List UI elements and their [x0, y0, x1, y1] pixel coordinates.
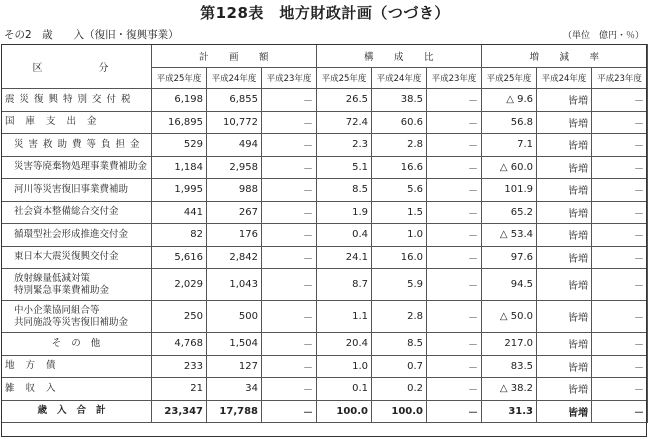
plan-cell: －	[262, 246, 317, 269]
change-rate-cell: －	[592, 301, 648, 333]
change-rate-cell: －	[592, 246, 648, 269]
row-label	[2, 355, 152, 378]
plan-cell: 82	[152, 224, 207, 247]
plan-cell: 494	[207, 134, 262, 157]
composition-cell: 0.1	[317, 378, 372, 401]
composition-cell: 8.5	[372, 333, 427, 356]
change-rate-cell: 皆増	[537, 134, 592, 157]
row-label-line: 共同施設等災害復旧補助金	[14, 316, 129, 328]
composition-cell: 0.4	[317, 224, 372, 247]
row-label-line: 国庫支出金	[5, 116, 108, 128]
change-rate-cell: 97.6	[482, 246, 537, 269]
composition-cell: 2.8	[372, 301, 427, 333]
change-rate-cell: 101.9	[482, 179, 537, 202]
row-label	[2, 400, 152, 423]
change-rate-cell: 皆増	[537, 179, 592, 202]
plan-cell: 441	[152, 201, 207, 224]
plan-cell: －	[262, 333, 317, 356]
plan-cell: 2,029	[152, 269, 207, 301]
composition-cell: －	[427, 201, 482, 224]
plan-cell: －	[262, 156, 317, 179]
change-rate-cell: 217.0	[482, 333, 537, 356]
year-header: 平成24年度	[207, 68, 262, 89]
plan-cell: 1,995	[152, 179, 207, 202]
year-header: 平成23年度	[592, 68, 648, 89]
table-row	[2, 333, 648, 356]
plan-cell: 233	[152, 355, 207, 378]
year-header: 平成23年度	[262, 68, 317, 89]
row-label-line: その他	[51, 337, 111, 349]
change-rate-cell: 65.2	[482, 201, 537, 224]
year-header: 平成25年度	[317, 68, 372, 89]
finance-table	[1, 44, 648, 423]
composition-cell: －	[427, 400, 482, 423]
year-header: 平成25年度	[152, 68, 207, 89]
table-row	[2, 355, 648, 378]
row-label	[2, 156, 152, 179]
change-rate-cell: 皆増	[537, 269, 592, 301]
plan-cell: 6,855	[207, 89, 262, 112]
plan-cell: －	[262, 179, 317, 202]
change-rate-cell: 皆増	[537, 156, 592, 179]
table-row	[2, 224, 648, 247]
row-label	[2, 333, 152, 356]
row-label-line: 社会資本整備総合交付金	[14, 206, 119, 218]
composition-cell: 8.5	[317, 179, 372, 202]
change-rate-cell: －	[592, 400, 648, 423]
composition-cell: 8.7	[317, 269, 372, 301]
plan-cell: －	[262, 378, 317, 401]
change-rate-cell: 94.5	[482, 269, 537, 301]
change-rate-cell: △ 53.4	[482, 224, 537, 247]
plan-cell: －	[262, 224, 317, 247]
composition-cell: 16.0	[372, 246, 427, 269]
composition-cell: 1.9	[317, 201, 372, 224]
composition-cell: 38.5	[372, 89, 427, 112]
plan-cell: －	[262, 134, 317, 157]
table-row	[2, 246, 648, 269]
composition-cell: 100.0	[372, 400, 427, 423]
table-row	[2, 201, 648, 224]
row-label-line: 雑収入	[5, 382, 67, 394]
table-row	[2, 400, 648, 423]
composition-cell: 16.6	[372, 156, 427, 179]
table-row	[2, 269, 648, 301]
plan-cell: 16,895	[152, 111, 207, 134]
change-rate-cell: －	[592, 378, 648, 401]
row-label	[2, 378, 152, 401]
plan-cell: －	[262, 355, 317, 378]
header-kubun: 区 分	[2, 45, 152, 89]
composition-cell: －	[427, 378, 482, 401]
plan-cell: 10,772	[207, 111, 262, 134]
change-rate-cell: －	[592, 156, 648, 179]
row-label-line: 災害救助費等負担金	[14, 138, 145, 150]
composition-cell: 1.5	[372, 201, 427, 224]
row-label	[2, 179, 152, 202]
plan-cell: 17,788	[207, 400, 262, 423]
row-label-line: 河川等災害復旧事業費補助	[14, 183, 129, 195]
composition-cell: 60.6	[372, 111, 427, 134]
plan-cell: －	[262, 301, 317, 333]
composition-cell: 2.8	[372, 134, 427, 157]
plan-cell: 1,504	[207, 333, 262, 356]
year-header: 平成23年度	[427, 68, 482, 89]
change-rate-cell: 皆増	[537, 400, 592, 423]
plan-cell: 2,958	[207, 156, 262, 179]
change-rate-cell: 31.3	[482, 400, 537, 423]
row-label-line: 放射線量低減対策	[14, 272, 91, 284]
change-rate-cell: －	[592, 201, 648, 224]
plan-cell: 500	[207, 301, 262, 333]
unit-note: （単位 億円・％）	[562, 31, 644, 41]
change-rate-cell: －	[592, 134, 648, 157]
year-header: 平成24年度	[372, 68, 427, 89]
table-row	[2, 156, 648, 179]
composition-cell: 0.7	[372, 355, 427, 378]
row-label	[2, 89, 152, 112]
change-rate-cell: 皆増	[537, 333, 592, 356]
row-label	[2, 301, 152, 333]
composition-cell: 2.3	[317, 134, 372, 157]
composition-cell: 26.5	[317, 89, 372, 112]
plan-cell: 23,347	[152, 400, 207, 423]
change-rate-cell: 皆増	[537, 201, 592, 224]
composition-cell: 100.0	[317, 400, 372, 423]
change-rate-cell: △ 38.2	[482, 378, 537, 401]
change-rate-cell: 皆増	[537, 111, 592, 134]
row-label-line: 特別緊急事業費補助金	[14, 284, 110, 296]
plan-cell: 6,198	[152, 89, 207, 112]
plan-cell: －	[262, 201, 317, 224]
row-label	[2, 246, 152, 269]
change-rate-cell: －	[592, 333, 648, 356]
plan-cell: 267	[207, 201, 262, 224]
composition-cell: 5.1	[317, 156, 372, 179]
header-change-rate: 増 減 率	[482, 45, 648, 68]
plan-cell: 2,842	[207, 246, 262, 269]
plan-cell: 4,768	[152, 333, 207, 356]
table-row	[2, 111, 648, 134]
change-rate-cell: 皆増	[537, 246, 592, 269]
plan-cell: 1,184	[152, 156, 207, 179]
composition-cell: 20.4	[317, 333, 372, 356]
change-rate-cell: －	[592, 179, 648, 202]
composition-cell: －	[427, 355, 482, 378]
change-rate-cell: －	[592, 111, 648, 134]
composition-cell: －	[427, 333, 482, 356]
change-rate-cell: 皆増	[537, 301, 592, 333]
row-label	[2, 201, 152, 224]
plan-cell: 250	[152, 301, 207, 333]
table-row	[2, 89, 648, 112]
plan-cell: －	[262, 269, 317, 301]
change-rate-cell: 83.5	[482, 355, 537, 378]
composition-cell: 5.9	[372, 269, 427, 301]
composition-cell: －	[427, 301, 482, 333]
composition-cell: 24.1	[317, 246, 372, 269]
change-rate-cell: －	[592, 269, 648, 301]
composition-cell: －	[427, 269, 482, 301]
change-rate-cell: －	[592, 224, 648, 247]
plan-cell: 988	[207, 179, 262, 202]
plan-cell: 176	[207, 224, 262, 247]
row-label-line: 東日本大震災復興交付金	[14, 251, 119, 263]
plan-cell: －	[262, 89, 317, 112]
composition-cell: －	[427, 224, 482, 247]
row-label-line: 災害等廃棄物処理事業費補助金	[14, 161, 148, 173]
change-rate-cell: 皆増	[537, 378, 592, 401]
change-rate-cell: －	[592, 89, 648, 112]
row-label-line: 震災復興特別交付税	[5, 93, 136, 105]
year-header: 平成25年度	[482, 68, 537, 89]
header-composition: 構 成 比	[317, 45, 482, 68]
plan-cell: 529	[152, 134, 207, 157]
change-rate-cell: 7.1	[482, 134, 537, 157]
change-rate-cell: 皆増	[537, 355, 592, 378]
page-title: 第128表 地方財政計画（つづき）	[200, 4, 450, 22]
composition-cell: －	[427, 156, 482, 179]
plan-cell: 5,616	[152, 246, 207, 269]
row-label-line: 歳入合計	[37, 405, 116, 417]
composition-cell: －	[427, 134, 482, 157]
row-label	[2, 224, 152, 247]
header-plan: 計 画 額	[152, 45, 317, 68]
composition-cell: －	[427, 89, 482, 112]
table-row	[2, 378, 648, 401]
composition-cell: －	[427, 246, 482, 269]
year-header: 平成24年度	[537, 68, 592, 89]
row-label	[2, 111, 152, 134]
table-row	[2, 134, 648, 157]
row-label-line: 中小企業協同組合等	[14, 304, 100, 316]
plan-cell: 1,043	[207, 269, 262, 301]
plan-cell: 127	[207, 355, 262, 378]
table-subtitle: その2 歳 入（復旧・復興事業）	[4, 29, 179, 41]
table-row	[2, 301, 648, 333]
composition-cell: 72.4	[317, 111, 372, 134]
change-rate-cell: 皆増	[537, 89, 592, 112]
change-rate-cell: △ 60.0	[482, 156, 537, 179]
plan-cell: 34	[207, 378, 262, 401]
row-label	[2, 134, 152, 157]
composition-cell: 0.2	[372, 378, 427, 401]
row-label	[2, 269, 152, 301]
change-rate-cell: △ 9.6	[482, 89, 537, 112]
composition-cell: 5.6	[372, 179, 427, 202]
table-row	[2, 179, 648, 202]
composition-cell: 1.0	[317, 355, 372, 378]
plan-cell: －	[262, 111, 317, 134]
composition-cell: 1.1	[317, 301, 372, 333]
change-rate-cell: 56.8	[482, 111, 537, 134]
row-label-line: 循環型社会形成推進交付金	[14, 228, 129, 240]
change-rate-cell: －	[592, 355, 648, 378]
composition-cell: －	[427, 111, 482, 134]
plan-cell: －	[262, 400, 317, 423]
row-label-line: 地方債	[5, 360, 67, 372]
change-rate-cell: 皆増	[537, 224, 592, 247]
change-rate-cell: △ 50.0	[482, 301, 537, 333]
composition-cell: －	[427, 179, 482, 202]
plan-cell: 21	[152, 378, 207, 401]
composition-cell: 1.0	[372, 224, 427, 247]
